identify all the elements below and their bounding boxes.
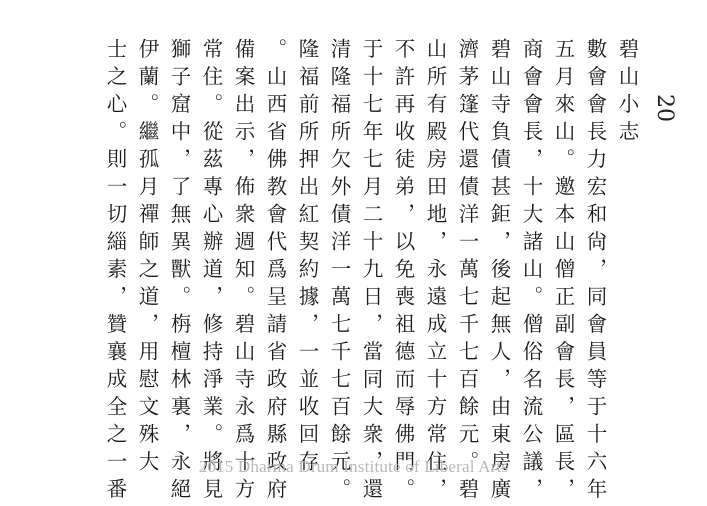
text-column: 山所有殿房田地，永遠成立十方常住， — [423, 38, 447, 506]
watermark: 2015 Dharma Drum Institute of Liberal Arts — [198, 457, 509, 476]
text-column: 不許再收徒弟，以免喪祖德而辱佛門。 — [391, 38, 415, 506]
text-column: 清隆福所欠外債洋一萬七千七百餘元。 — [327, 38, 351, 506]
text-column: 隆福前所押出紅契約據，一並收回存 — [295, 38, 319, 478]
text-column: 商會會長，十大諸山。僧俗名流公議， — [519, 38, 543, 506]
text-column: 士之心。則一切緇素，贊襄成全之一番 — [103, 38, 127, 506]
text-column: 碧山寺負債甚鉅，後起無人，由東房廣 — [487, 38, 511, 506]
text-column: 濟茅篷代還債洋一萬七千七百餘元。碧 — [455, 38, 479, 506]
text-column: 于十七年七月二十九日，當同大衆，還 — [359, 38, 383, 506]
text-column: 常住。從茲專心辦道，修持淨業。將見 — [199, 38, 223, 506]
text-column: 。山西省佛教會代爲呈請省政府縣政府 — [263, 38, 287, 506]
page-number: 20 — [652, 94, 677, 122]
text-column: 備案出示，佈衆週知。碧山寺永爲十方 — [231, 38, 255, 506]
text-column: 獅子窟中，了無異獸。栴檀林裏，永絕 — [167, 38, 191, 506]
text-column: 數會會長力宏和尙，同會員等于十六年 — [583, 38, 607, 506]
text-column: 伊蘭。繼孤月禪師之道，用慰文殊大 — [135, 38, 159, 478]
running-title: 碧山小志 — [615, 38, 639, 148]
text-column: 五月來山。邀本山僧正副會長，區長， — [551, 38, 575, 506]
